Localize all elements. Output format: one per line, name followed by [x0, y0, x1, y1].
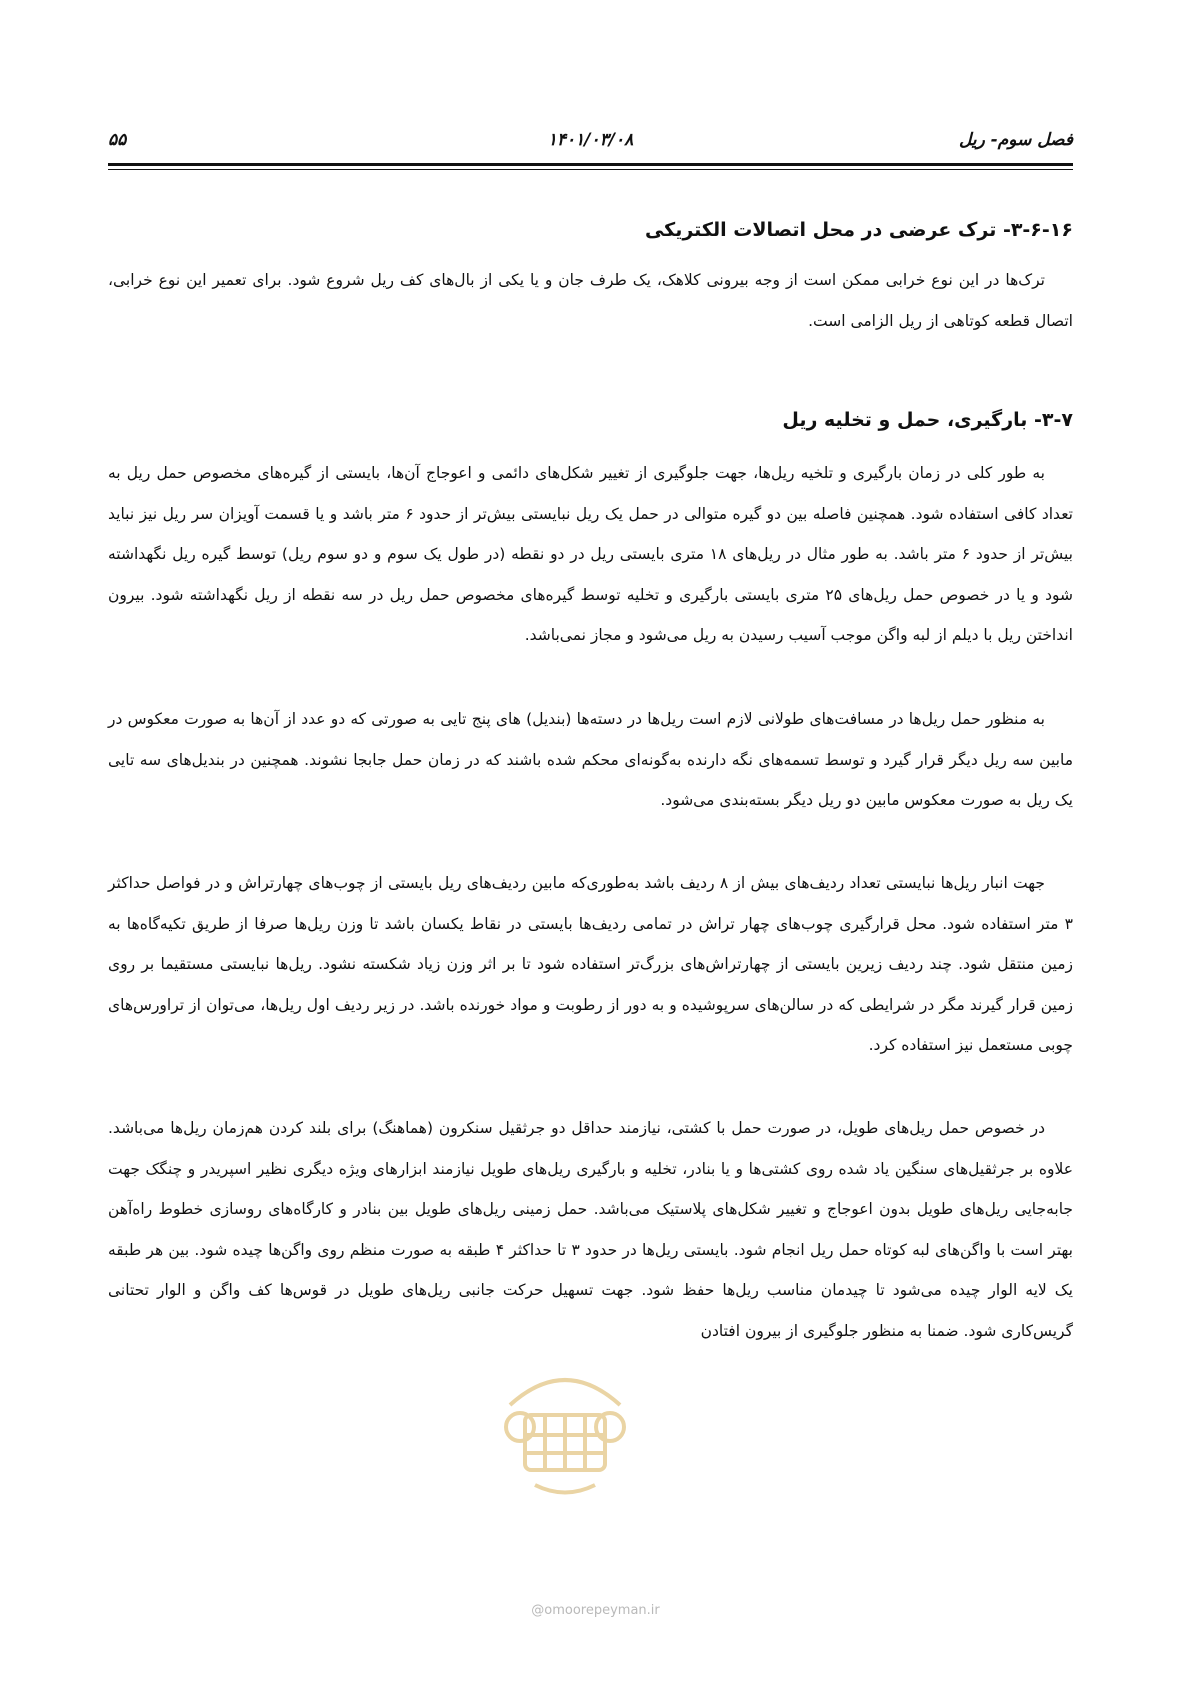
paragraph-rail-bundles: به منظور حمل ریل‌ها در مسافت‌های طولانی لازم است ریل‌ها در دسته‌ها (بندیل) های پنج تایی به صورتی که دو عدد از آن‌ها به صورت معکوس در مابین سه ریل دیگر قرار گیرد و توسط تسمه‌های نگه دارنده به‌گونه‌ای محکم شده باشند که در زمان حمل جابجا نشوند. همچنین در بندیل‌های سه تایی یک ریل به صورت معکوس مابین دو ریل دیگر بسته‌بندی می‌شود.	[108, 710, 1073, 809]
page-number: ۵۵	[108, 130, 127, 150]
paragraph-long-rail-transport: در خصوص حمل ریل‌های طویل، در صورت حمل با کشتی، نیازمند حداقل دو جرثقیل سنکرون (هماهنگ) برای بلند کردن هم‌زمان ریل‌ها می‌باشد. علاوه بر جرثقیل‌های سنگین یاد شده روی کشتی‌ها و یا بنادر، تخلیه و بارگیری ریل‌های طویل نیازمند ابزارهای ویژه دیگری نظیر اسپریدر و چنگک جهت جابه‌جایی ریل‌های طویل بدون اعوجاج و تغییر شکل‌های پلاستیک می‌باشد. حمل زمینی ریل‌های طویل بین بنادر و کارگاه‌های روسازی خطوط راه‌آهن بهتر است با واگن‌های لبه کوتاه حمل ریل انجام شود. بایستی ریل‌ها در حدود ۳ تا حداکثر ۴ طبقه به صورت منظم روی واگن‌ها چیده شود. بین هر طبقه یک لایه الوار چیده می‌شود تا چیدمان مناسب ریل‌ها حفظ شود. جهت تسهیل حرکت جانبی ریل‌های طویل در قوس‌ها کف واگن و الوار تحتانی گریس‌کاری شود. ضمنا به منظور جلوگیری از بیرون افتادن	[108, 1119, 1073, 1340]
chapter-title: فصل سوم- ریل	[958, 130, 1073, 150]
watermark-logo	[490, 1335, 640, 1505]
paragraph-rail-storage: جهت انبار ریل‌ها نبایستی تعداد ردیف‌های بیش از ۸ ردیف باشد به‌طوری‌که مابین ردیف‌های ریل بایستی از چوب‌های چهارتراش و در فواصل حداکثر ۳ متر استفاده شود. محل قرارگیری چوب‌های چهار تراش در تمامی ردیف‌ها بایستی در نقاط یکسان باشد تا وزن ریل‌ها صرفا از طریق تکیه‌گاه‌ها به زمین منتقل شود. چند ردیف زیرین بایستی از چهارتراش‌های بزرگ‌تر استفاده شود تا بر اثر وزن زیاد شکسته نشود. ریل‌ها نبایستی مستقیما بر روی زمین قرار گیرند مگر در شرایطی که در سالن‌های سرپوشیده و به دور از رطوبت و مواد خورنده باشد. در زیر ردیف اول ریل‌ها، می‌توان از تراورس‌های چوبی مستعمل نیز استفاده کرد.	[108, 874, 1073, 1054]
section-heading-3-7: ۳-۷- بارگیری، حمل و تخلیه ریل	[782, 409, 1073, 431]
section-heading-3-6-16: ۳-۶-۱۶- ترک عرضی در محل اتصالات الکتریکی	[644, 219, 1073, 241]
paragraph-rail-clamps: به طور کلی در زمان بارگیری و تلخیه ریل‌ها، جهت جلوگیری از تغییر شکل‌های دائمی و اعوجاج آن‌ها، بایستی از گیره‌های مخصوص حمل ریل به تعداد کافی استفاده شود. همچنین فاصله بین دو گیره متوالی در حمل یک ریل نبایستی بیش‌تر از حدود ۶ متر باشد و یا قسمت آویزان سر ریل نیز نباید بیش‌تر از حدود ۶ متر باشد. به طور مثال در ریل‌های ۱۸ متری بایستی ریل در دو نقطه (در طول یک سوم و دو سوم ریل) توسط گیره ریل نگهداشته شود و یا در خصوص حمل ریل‌های ۲۵ متری بایستی بارگیری و تخلیه توسط گیره‌های مخصوص حمل ریل در سه نقطه از ریل نگهداشته شود. بیرون انداختن ریل با دیلم از لبه واگن موجب آسیب رسیدن به ریل می‌شود و مجاز نمی‌باشد.	[108, 464, 1074, 644]
page-header	[108, 128, 1073, 168]
header-date: ۱۴۰۱/۰۳/۰۸	[547, 130, 634, 150]
watermark-url: @omoorepeyman.ir	[531, 1603, 660, 1618]
section-3-6-16-paragraph: ترک‌ها در این نوع خرابی ممکن است از وجه بیرونی کلاهک، یک طرف جان و یا یکی از بال‌های کف ریل شروع شود. برای تعمیر این نوع خرابی، اتصال قطعه کوتاهی از ریل الزامی است.	[108, 271, 1073, 330]
header-rule-thin	[108, 169, 1073, 170]
header-rule-thick	[108, 163, 1073, 166]
